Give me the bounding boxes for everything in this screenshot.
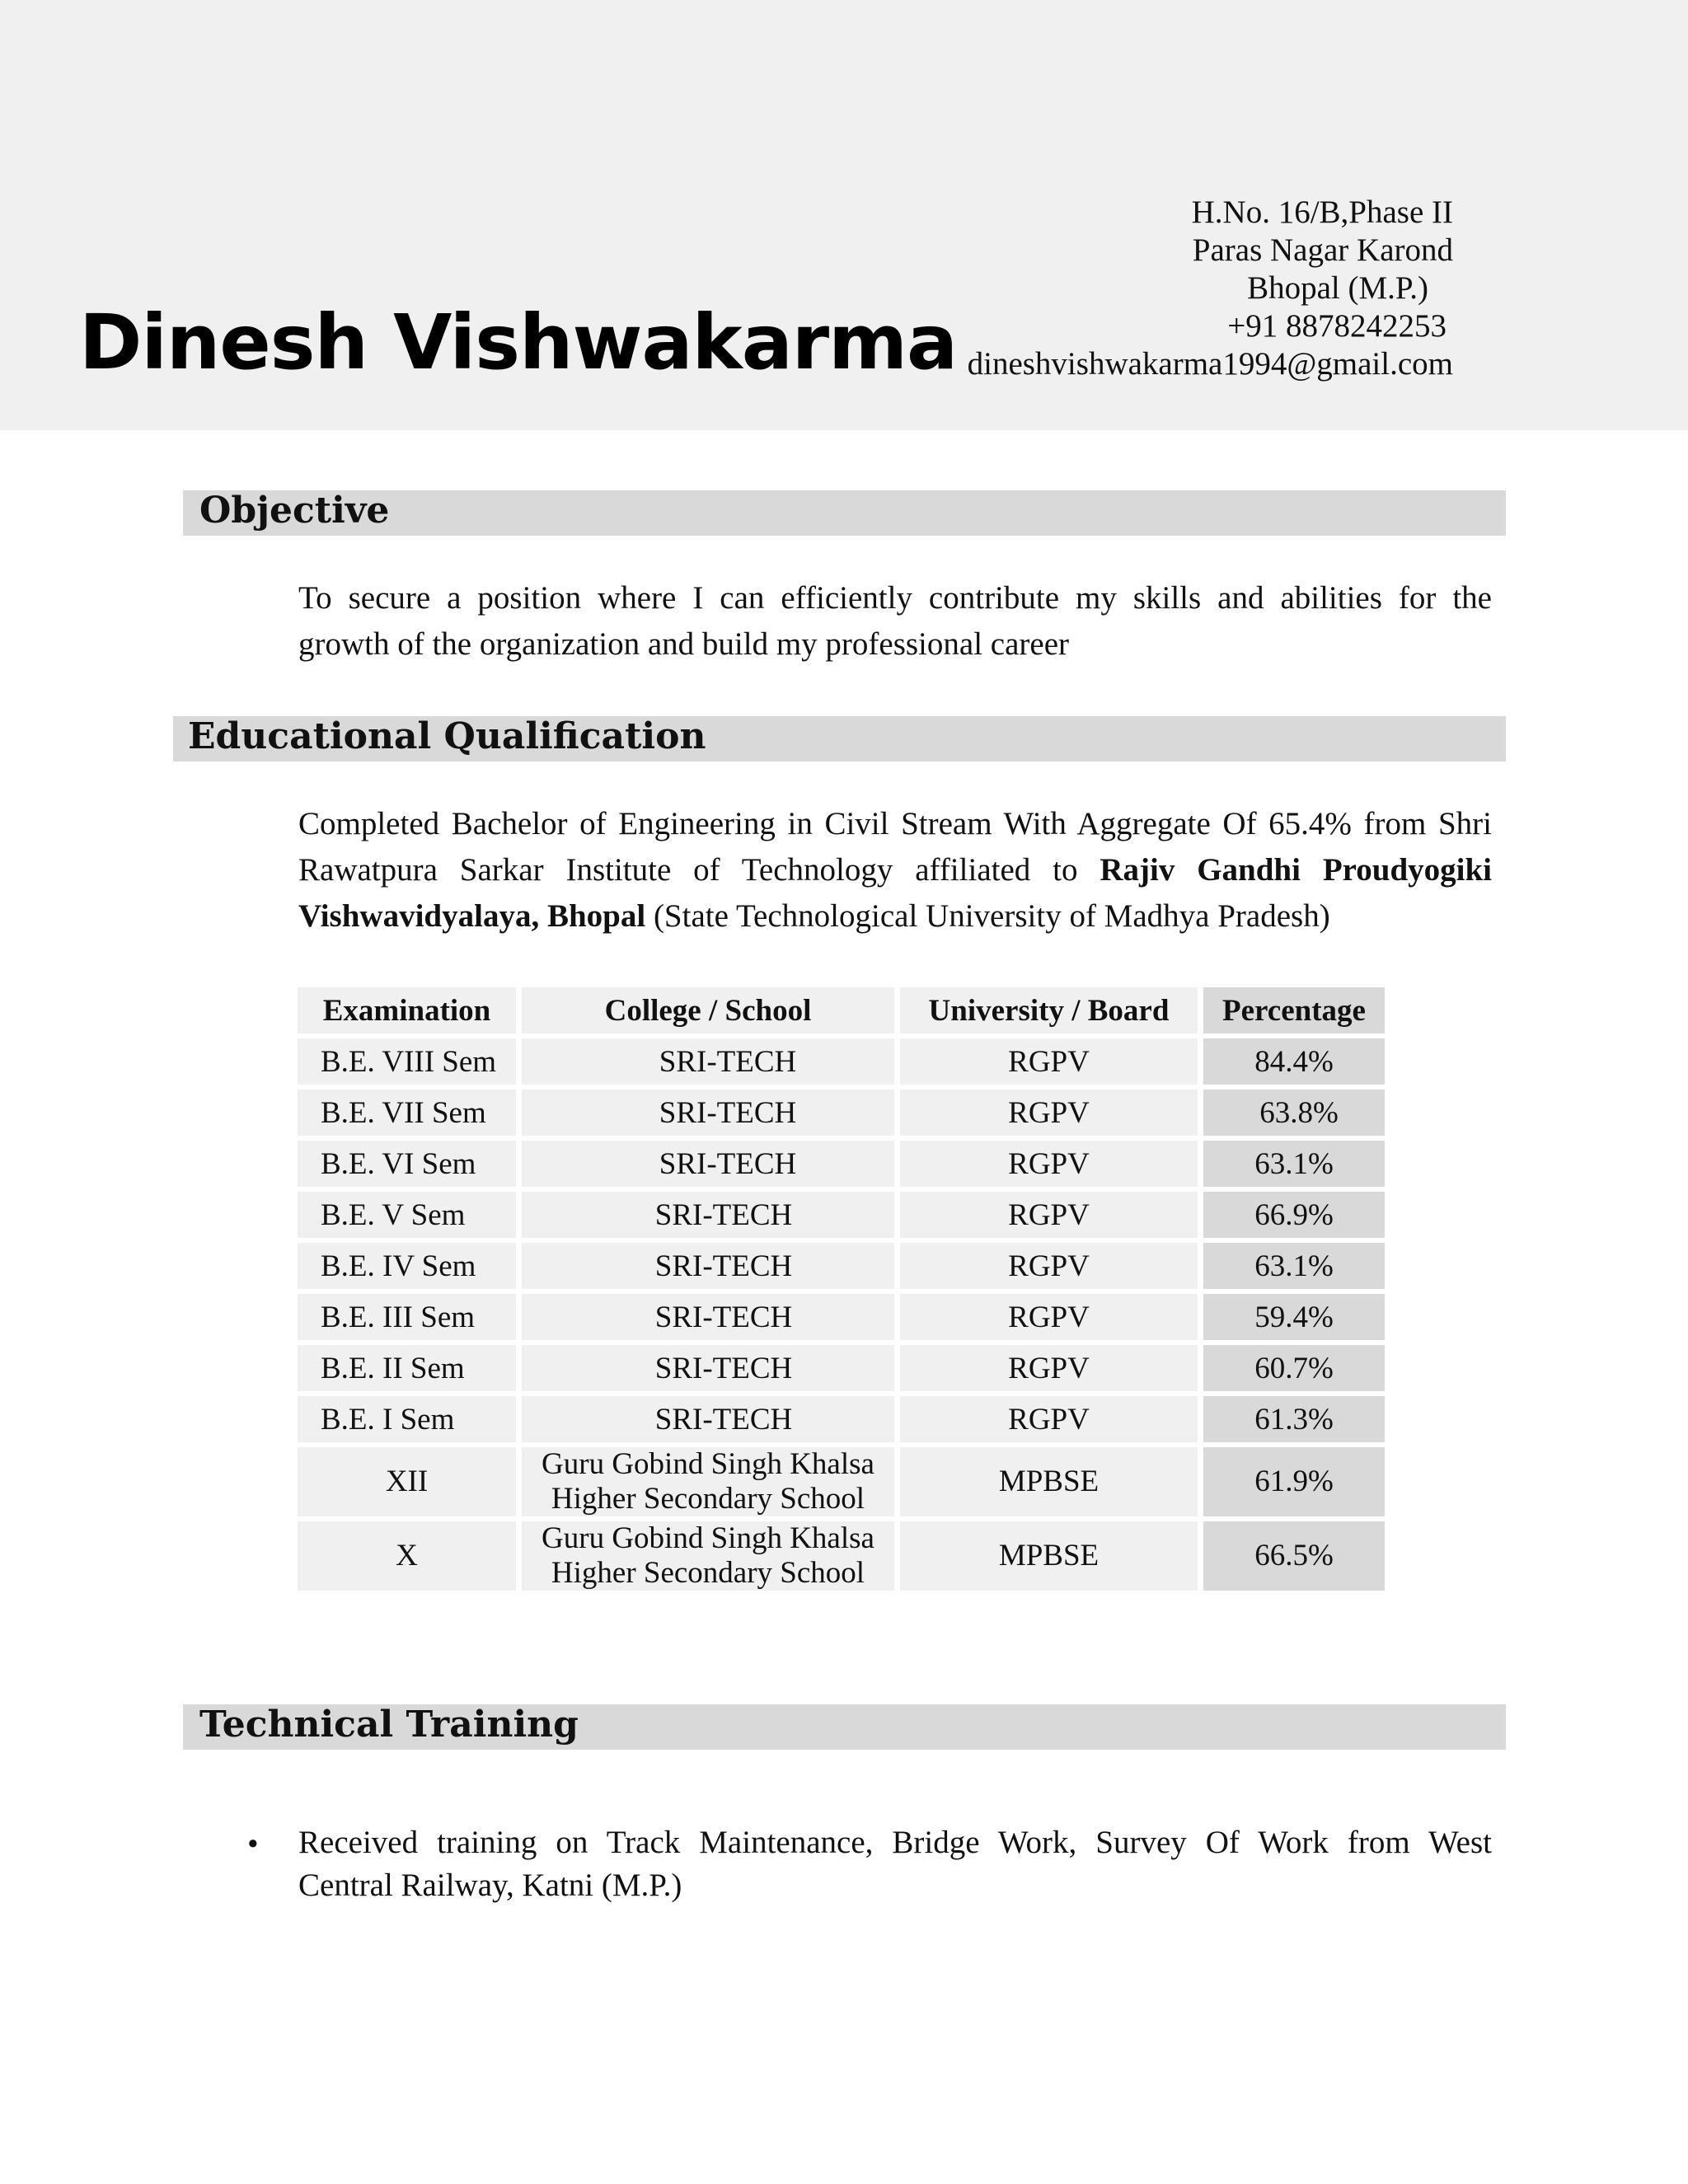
exam-cell: B.E. IV Sem bbox=[298, 1243, 516, 1289]
percentage-cell: 59.4% bbox=[1203, 1294, 1385, 1340]
exam-cell: B.E. I Sem bbox=[298, 1396, 516, 1442]
percentage-cell: 66.9% bbox=[1203, 1192, 1385, 1238]
table-row bbox=[298, 1141, 1385, 1187]
college-cell: SRI-TECH bbox=[522, 1396, 894, 1442]
table-row bbox=[298, 1192, 1385, 1238]
board-cell: RGPV bbox=[900, 1294, 1198, 1340]
college-cell: SRI-TECH bbox=[522, 1090, 894, 1136]
training-text bbox=[298, 1821, 1492, 1907]
table-row bbox=[298, 1521, 1385, 1591]
school-name-line: Guru Gobind Singh Khalsa bbox=[542, 1521, 874, 1555]
exam-cell: X bbox=[298, 1521, 516, 1591]
table-row bbox=[298, 1038, 1385, 1085]
address-line: Paras Nagar Karond bbox=[1192, 232, 1453, 268]
exam-cell: XII bbox=[298, 1447, 516, 1516]
college-cell: SRI-TECH bbox=[522, 1345, 894, 1391]
board-cell: RGPV bbox=[900, 1192, 1198, 1238]
education-line bbox=[298, 893, 1492, 940]
percentage-cell: 63.1% bbox=[1203, 1243, 1385, 1289]
college-cell: SRI-TECH bbox=[522, 1141, 894, 1187]
contact-address bbox=[968, 194, 1453, 383]
col-header-percentage: Percentage bbox=[1203, 987, 1385, 1033]
percentage-cell: 63.8% bbox=[1203, 1090, 1385, 1136]
board-cell: MPBSE bbox=[900, 1447, 1198, 1516]
school-name-line: Higher Secondary School bbox=[551, 1556, 865, 1590]
phone-number: +91 8878242253 bbox=[1227, 308, 1447, 344]
school-name-line: Higher Secondary School bbox=[551, 1482, 865, 1516]
col-header-examination: Examination bbox=[298, 987, 516, 1033]
percentage-cell: 66.5% bbox=[1203, 1521, 1385, 1591]
board-cell: RGPV bbox=[900, 1038, 1198, 1085]
training-line: Central Railway, Katni (M.P.) bbox=[298, 1868, 682, 1903]
education-table bbox=[292, 982, 1390, 1596]
education-line bbox=[298, 847, 1492, 893]
table-row bbox=[298, 1243, 1385, 1289]
board-cell: RGPV bbox=[900, 1345, 1198, 1391]
percentage-cell: 63.1% bbox=[1203, 1141, 1385, 1187]
education-heading: Educational Qualification bbox=[188, 715, 706, 757]
board-cell: RGPV bbox=[900, 1243, 1198, 1289]
education-text bbox=[298, 801, 1492, 940]
board-cell: RGPV bbox=[900, 1141, 1198, 1187]
objective-line: To secure a position where I can efficiently contribute my skills and abilities for the bbox=[298, 580, 1492, 616]
education-line-plain: (State Technological University of Madhya Pradesh) bbox=[653, 898, 1330, 934]
table-row bbox=[298, 1345, 1385, 1391]
exam-cell: B.E. V Sem bbox=[298, 1192, 516, 1238]
exam-cell: B.E. VI Sem bbox=[298, 1141, 516, 1187]
percentage-cell: 61.3% bbox=[1203, 1396, 1385, 1442]
table-row bbox=[298, 1396, 1385, 1442]
board-cell: RGPV bbox=[900, 1090, 1198, 1136]
objective-line: growth of the organization and build my professional career bbox=[298, 626, 1069, 662]
education-line: Completed Bachelor of Engineering in Civil Stream With Aggregate Of 65.4% from Shri bbox=[298, 806, 1492, 841]
candidate-name: Dinesh Vishwakarma bbox=[79, 298, 958, 387]
college-cell bbox=[522, 1521, 894, 1591]
college-cell: SRI-TECH bbox=[522, 1294, 894, 1340]
exam-cell: B.E. VII Sem bbox=[298, 1090, 516, 1136]
university-name: Rajiv Gandhi Proudyogiki bbox=[1100, 852, 1492, 888]
percentage-cell: 61.9% bbox=[1203, 1447, 1385, 1516]
email-address: dineshvishwakarma1994@gmail.com bbox=[967, 346, 1453, 382]
school-name-line: Guru Gobind Singh Khalsa bbox=[542, 1447, 874, 1481]
col-header-college: College / School bbox=[522, 987, 894, 1033]
board-cell: MPBSE bbox=[900, 1521, 1198, 1591]
table-header-row bbox=[298, 987, 1385, 1033]
table-row bbox=[298, 1090, 1385, 1136]
college-cell: SRI-TECH bbox=[522, 1192, 894, 1238]
university-name-cont: Vishwavidyalaya, Bhopal bbox=[298, 898, 646, 934]
address-line: Bhopal (M.P.) bbox=[1247, 270, 1428, 306]
exam-cell: B.E. VIII Sem bbox=[298, 1038, 516, 1085]
objective-heading: Objective bbox=[199, 490, 390, 532]
training-heading: Technical Training bbox=[199, 1704, 579, 1746]
col-header-university: University / Board bbox=[900, 987, 1198, 1033]
exam-cell: B.E. III Sem bbox=[298, 1294, 516, 1340]
percentage-cell: 84.4% bbox=[1203, 1038, 1385, 1085]
college-cell: SRI-TECH bbox=[522, 1038, 894, 1085]
percentage-cell: 60.7% bbox=[1203, 1345, 1385, 1391]
table-row bbox=[298, 1447, 1385, 1516]
board-cell: RGPV bbox=[900, 1396, 1198, 1442]
exam-cell: B.E. II Sem bbox=[298, 1345, 516, 1391]
college-cell: SRI-TECH bbox=[522, 1243, 894, 1289]
training-line: Received training on Track Maintenance, Bridge Work, Survey Of Work from West bbox=[298, 1825, 1492, 1860]
address-line: H.No. 16/B,Phase II bbox=[1191, 194, 1453, 230]
education-line-plain: Rawatpura Sarkar Institute of Technology affiliated to bbox=[298, 852, 1078, 888]
table-row bbox=[298, 1294, 1385, 1340]
objective-text bbox=[298, 575, 1492, 668]
bullet-icon: • bbox=[247, 1826, 259, 1862]
college-cell bbox=[522, 1447, 894, 1516]
